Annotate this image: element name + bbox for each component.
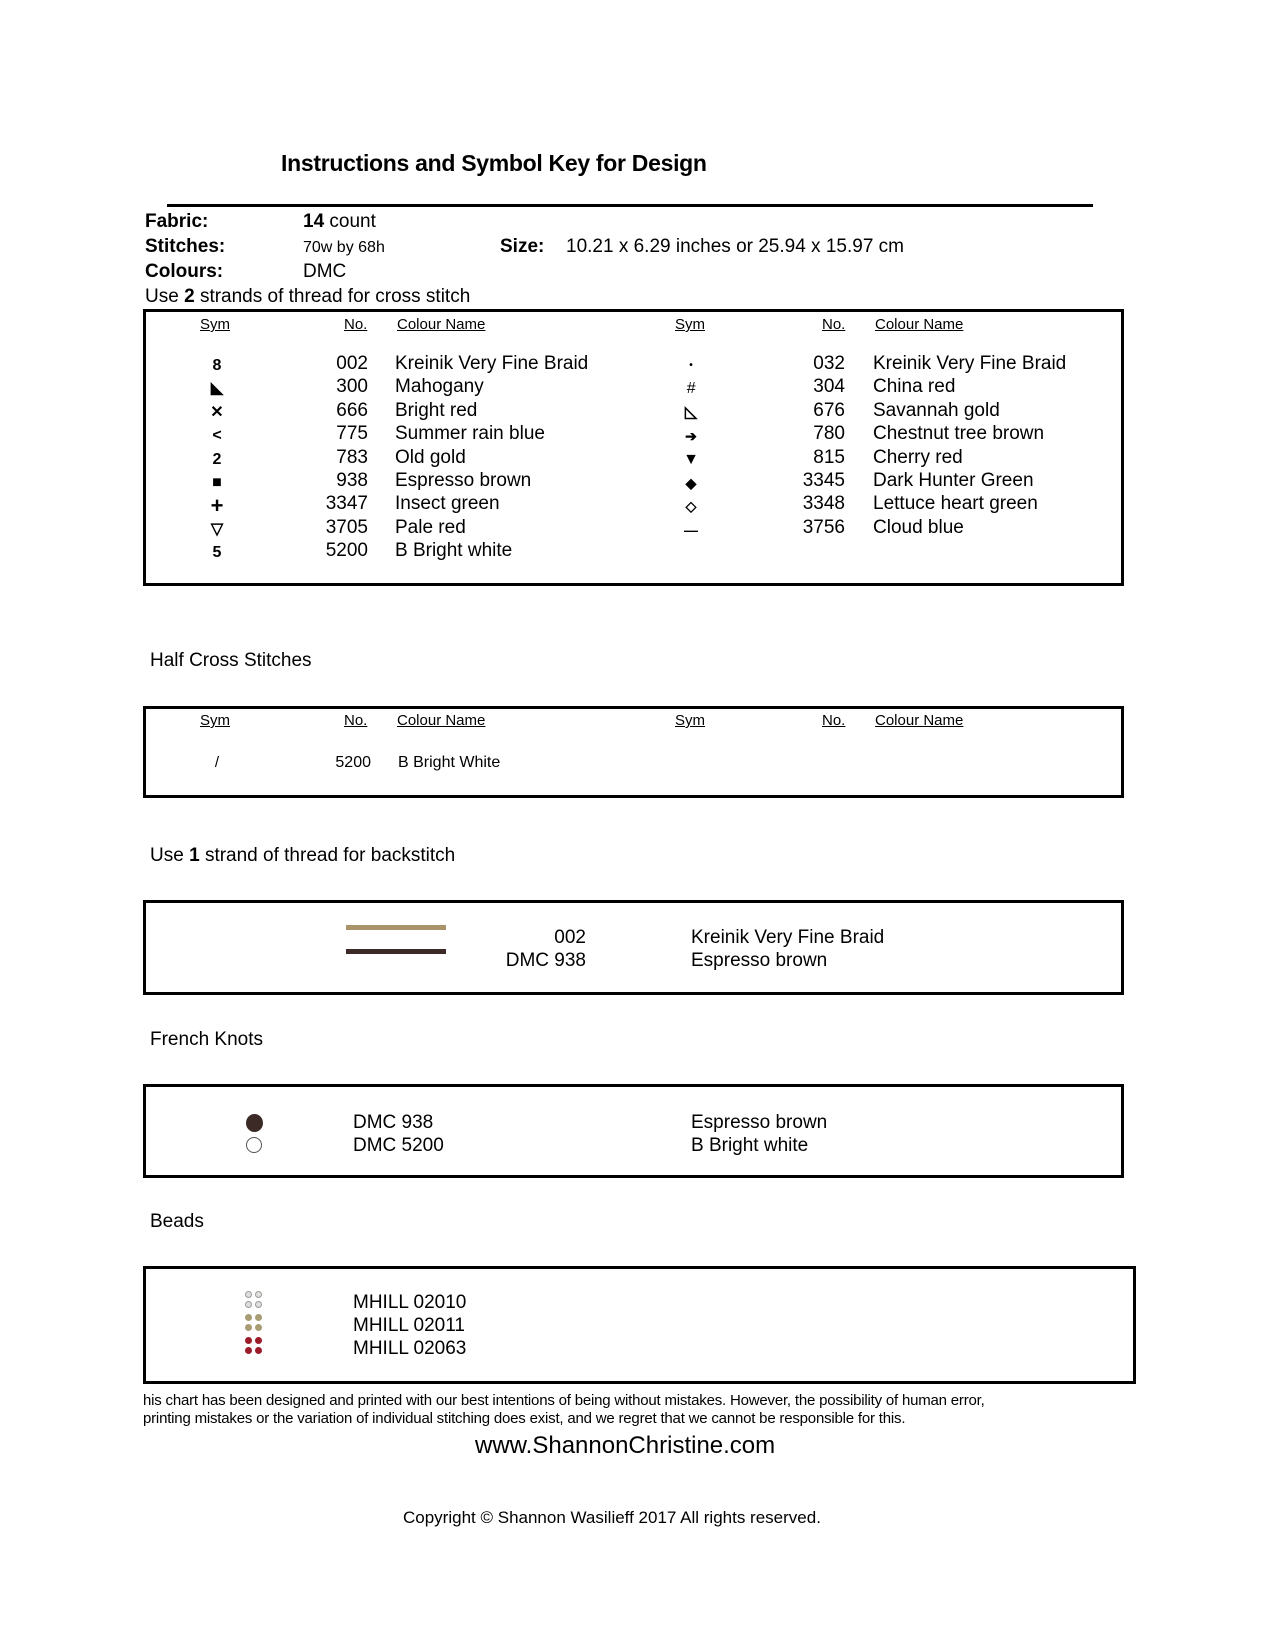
colour-name: Pale red [395, 517, 466, 538]
header-sym-left: Sym [200, 712, 230, 729]
colour-name: B Bright White [398, 754, 501, 771]
header-sym-right: Sym [675, 316, 705, 333]
thread-number: 032 [813, 353, 845, 374]
thread-number: 815 [813, 447, 845, 468]
thread-number: DMC 5200 [353, 1135, 444, 1156]
less-than-symbol-icon: < [212, 427, 222, 444]
bead-number: MHILL 02011 [353, 1315, 465, 1336]
colour-name: Espresso brown [691, 950, 828, 971]
filled-square-symbol-icon: ■ [212, 474, 222, 491]
thread-number: 783 [336, 447, 368, 468]
colour-name: B Bright white [395, 540, 513, 561]
colour-name: Espresso brown [691, 1112, 828, 1133]
half-cross-table [143, 706, 1124, 798]
header-no-right: No. [822, 712, 846, 729]
thread-number: 3756 [802, 517, 845, 538]
dash-symbol-icon: — [684, 522, 698, 538]
header-sym-left: Sym [200, 316, 230, 333]
colour-name: Kreinik Very Fine Braid [395, 353, 589, 374]
bead-light-grey-icon [245, 1291, 263, 1309]
thread-number: 3345 [802, 470, 845, 491]
colour-name: Chestnut tree brown [873, 423, 1045, 444]
bold-five-symbol-icon: 5 [212, 544, 222, 561]
strands-instruction [145, 286, 470, 308]
cross-stitch-key-table [143, 309, 1124, 586]
header-no-right: No. [822, 316, 846, 333]
backstitch-suffix: strand of thread for backstitch [204, 845, 456, 866]
size-value: 10.21 x 6.29 inches or 25.94 x 15.97 cm [566, 236, 904, 257]
bead-red-icon [245, 1337, 263, 1355]
thread-number: 938 [336, 470, 368, 491]
x-symbol-icon: ✕ [210, 404, 224, 421]
strands-count: 2 [184, 286, 195, 307]
disclaimer-line-1: his chart has been designed and printed with our best intentions of being without mistakes. However, the possibility of human error, [143, 1392, 985, 1409]
colour-name: Kreinik Very Fine Braid [873, 353, 1067, 374]
thread-number: 3347 [325, 493, 368, 514]
copyright-notice: Copyright © Shannon Wasilieff 2017 All rights reserved. [403, 1508, 821, 1527]
thread-number: 666 [336, 400, 368, 421]
colour-name: Cherry red [873, 447, 963, 468]
colour-name: Espresso brown [395, 470, 532, 491]
website-link[interactable]: www.ShannonChristine.com [475, 1432, 776, 1459]
backstitch-prefix: Use [150, 845, 184, 866]
filled-right-triangle-symbol-icon: ◣ [210, 380, 224, 397]
colour-name: Old gold [395, 447, 466, 468]
header-name-left: Colour Name [397, 316, 486, 333]
colour-name: B Bright white [691, 1135, 809, 1156]
french-knot-white-icon [246, 1137, 262, 1153]
colours-label: Colours: [145, 261, 224, 282]
disclaimer-line-2: printing mistakes or the variation of individual stitching does exist, and we regret that we cannot be responsible for this. [143, 1410, 906, 1427]
beads-table [143, 1266, 1136, 1384]
bold-two-symbol-icon: 2 [212, 451, 222, 468]
thread-number: 676 [813, 400, 845, 421]
thread-number: 775 [336, 423, 368, 444]
thread-number: 5200 [335, 754, 371, 771]
header-name-left: Colour Name [397, 712, 486, 729]
colour-name: Cloud blue [873, 517, 964, 538]
page-title: Instructions and Symbol Key for Design [281, 150, 707, 176]
header-name-right: Colour Name [875, 712, 964, 729]
strands-prefix: Use [145, 286, 179, 307]
colour-name: Mahogany [395, 376, 484, 397]
open-diamond-symbol-icon: ◇ [685, 498, 697, 514]
bead-number: MHILL 02010 [353, 1292, 467, 1313]
stitches-value: 70w by 68h [303, 239, 385, 256]
open-down-triangle-symbol-icon: ▽ [210, 521, 224, 538]
thread-number: 780 [813, 423, 845, 444]
stitches-label: Stitches: [145, 236, 226, 257]
thread-number: 304 [813, 376, 845, 397]
title-divider [167, 204, 1093, 207]
bead-number: MHILL 02063 [353, 1338, 467, 1359]
fabric-unit: count [329, 211, 376, 232]
french-knot-brown-icon [246, 1114, 263, 1132]
open-right-triangle-symbol-icon: ◺ [684, 404, 698, 421]
strands-suffix: strands of thread for cross stitch [199, 286, 471, 307]
small-dot-symbol-icon: • [689, 360, 693, 371]
thread-number: 3348 [802, 493, 845, 514]
backstitch-label [150, 845, 455, 867]
bold-eight-symbol-icon: 8 [212, 357, 222, 374]
bead-khaki-icon [245, 1314, 263, 1332]
french-knots-table [143, 1084, 1124, 1178]
colour-name: Kreinik Very Fine Braid [691, 927, 885, 948]
header-name-right: Colour Name [875, 316, 964, 333]
colour-name: Summer rain blue [395, 423, 545, 444]
backstitch-count: 1 [189, 845, 200, 866]
filled-down-triangle-symbol-icon: ▼ [683, 451, 699, 468]
colours-value: DMC [303, 261, 347, 282]
french-knots-label: French Knots [150, 1029, 263, 1050]
header-no-left: No. [344, 712, 368, 729]
fabric-count: 14 [303, 211, 325, 232]
fabric-value [303, 211, 376, 233]
thread-number: 3705 [325, 517, 368, 538]
thread-number: 002 [336, 353, 368, 374]
half-cross-label: Half Cross Stitches [150, 650, 312, 671]
fabric-label: Fabric: [145, 211, 209, 232]
arrow-right-symbol-icon: ➔ [685, 428, 697, 444]
hash-symbol-icon: # [686, 380, 696, 397]
backstitch-table [143, 900, 1124, 995]
colour-name: Bright red [395, 400, 478, 421]
colour-name: China red [873, 376, 956, 397]
thread-number: 5200 [325, 540, 368, 561]
colour-name: Insect green [395, 493, 500, 514]
plus-symbol-icon: + [210, 493, 224, 518]
colour-name: Dark Hunter Green [873, 470, 1034, 491]
thread-number: 002 [554, 927, 586, 948]
filled-diamond-symbol-icon: ◆ [685, 475, 697, 491]
slash-symbol-icon: / [214, 754, 220, 771]
colour-name: Lettuce heart green [873, 493, 1038, 514]
colour-name: Savannah gold [873, 400, 1000, 421]
size-label: Size: [500, 236, 545, 257]
thread-number: DMC 938 [353, 1112, 434, 1133]
beads-label: Beads [150, 1211, 204, 1232]
header-no-left: No. [344, 316, 368, 333]
header-sym-right: Sym [675, 712, 705, 729]
thread-number: 300 [336, 376, 368, 397]
thread-number: DMC 938 [505, 950, 586, 971]
